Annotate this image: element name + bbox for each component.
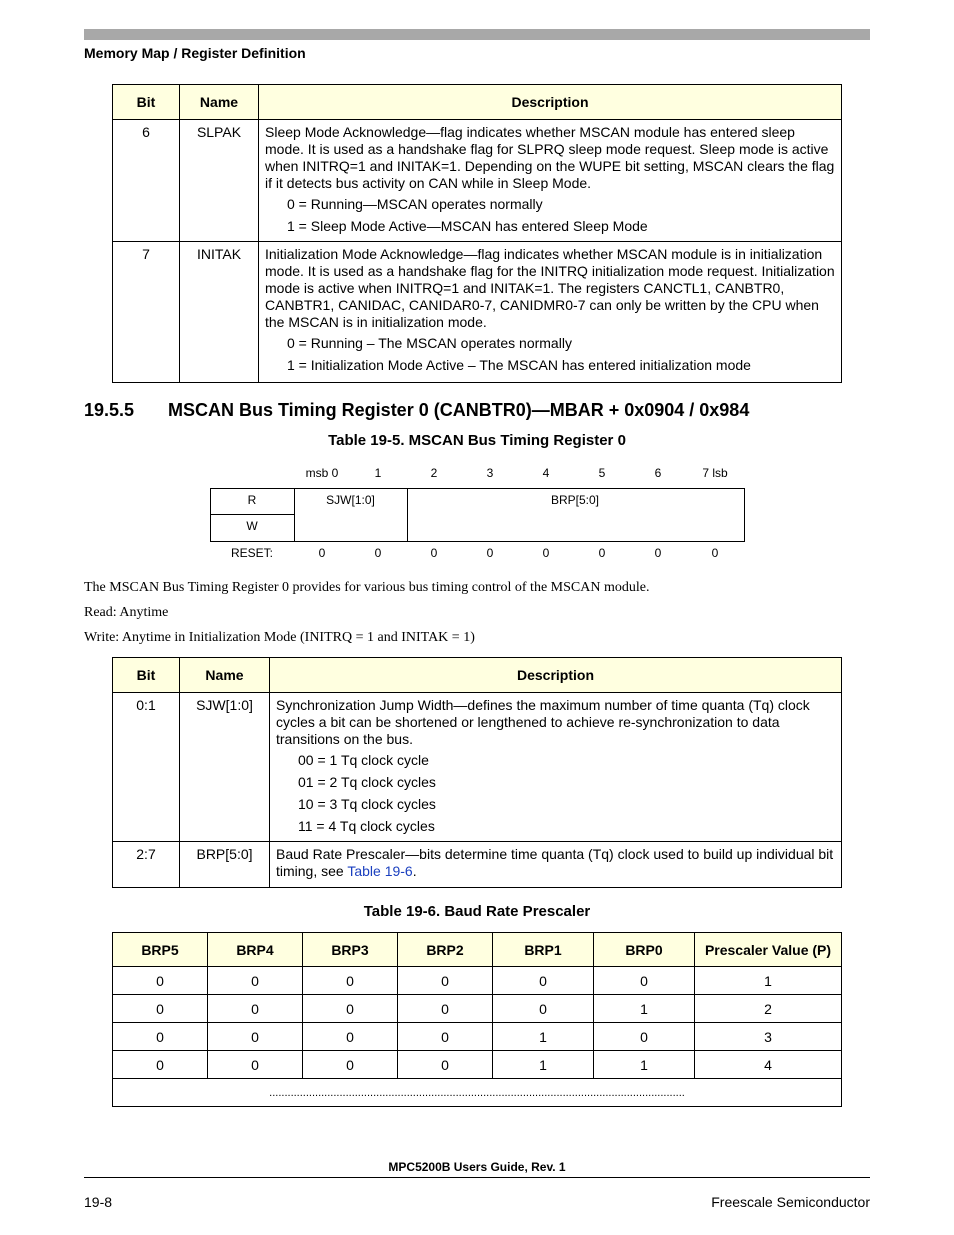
- table-row: [113, 120, 842, 242]
- cell: 0: [398, 1051, 493, 1079]
- description-text: .: [412, 863, 417, 879]
- table-row: [113, 693, 842, 842]
- cell: 0: [398, 967, 493, 995]
- cell: 0: [113, 1051, 208, 1079]
- cell: 0: [208, 1051, 303, 1079]
- table-row: [113, 995, 842, 1023]
- cell: 1: [493, 1023, 594, 1051]
- col-bit-header: Bit: [113, 85, 180, 120]
- table-row: [113, 1023, 842, 1051]
- value-line: 01 = 2 Tq clock cycles: [298, 774, 436, 790]
- value-line: 0 = Running – The MSCAN operates normally: [287, 335, 572, 351]
- rw-divider: [210, 514, 294, 515]
- reset-value: 0: [598, 546, 606, 560]
- reset-value: 0: [486, 546, 494, 560]
- bit-cell: 0:1: [113, 693, 180, 842]
- table-row: [113, 842, 842, 888]
- description-cell: [259, 120, 842, 242]
- value-line: 00 = 1 Tq clock cycle: [298, 752, 429, 768]
- footer-rule: [84, 1177, 870, 1178]
- cell: 0: [208, 967, 303, 995]
- cell: 0: [113, 995, 208, 1023]
- bit-label: 4: [542, 466, 550, 480]
- cell: 1: [594, 1051, 695, 1079]
- value-line: 1 = Initialization Mode Active – The MSCAN has entered initialization mode: [287, 357, 751, 373]
- bit-label: 6: [654, 466, 662, 480]
- reset-label: RESET:: [230, 546, 273, 560]
- col-header: Prescaler Value (P): [695, 933, 842, 967]
- company-name: Freescale Semiconductor: [711, 1194, 870, 1210]
- name-cell: SJW[1:0]: [180, 693, 270, 842]
- reset-value: 0: [654, 546, 662, 560]
- description-text: Baud Rate Prescaler—bits determine time quanta (Tq) clock used to build up individual bit timing, see: [276, 846, 834, 879]
- sjw-field: SJW[1:0]: [326, 493, 375, 507]
- cell: 0: [398, 1023, 493, 1051]
- description-cell: [270, 693, 842, 842]
- name-cell: INITAK: [180, 242, 259, 383]
- header-rule: [84, 29, 870, 40]
- bit-label: 7 lsb: [702, 466, 728, 480]
- running-head: Memory Map / Register Definition: [84, 45, 306, 61]
- name-cell: SLPAK: [180, 120, 259, 242]
- description-text: Synchronization Jump Width—defines the maximum number of time quanta (Tq) clock cycles a bit can be shortened or lengthened to achieve re-synchronization to data transitions on the bus.: [276, 697, 810, 747]
- register-caption: Table 19-5. MSCAN Bus Timing Register 0: [328, 432, 626, 449]
- reset-value: 0: [542, 546, 550, 560]
- bit-cell: 2:7: [113, 842, 180, 888]
- cell: 1: [493, 1051, 594, 1079]
- reset-value: 0: [711, 546, 719, 560]
- bit-cell: 6: [113, 120, 180, 242]
- bit-label: 1: [374, 466, 382, 480]
- cell: 2: [695, 995, 842, 1023]
- col-header: BRP3: [303, 933, 398, 967]
- table-19-6-link[interactable]: Table 19-6: [347, 863, 413, 879]
- cell: 0: [303, 967, 398, 995]
- description-text: Initialization Mode Acknowledge—flag indicates whether MSCAN module is in initialization mode. It is used as a handshake flag for the INITRQ initialization mode request. Initialization mode is active when INITRQ=1 and INITAK=1. The registers CANCTL1, CANBTR0, CANBTR1, CANIDAC, CANIDAR0-7, CANIDMR0-7 can only be written by the CPU when the MSCAN is in initialization mode.: [265, 246, 835, 330]
- bit-label: 2: [430, 466, 438, 480]
- section-title: MSCAN Bus Timing Register 0 (CANBTR0)—MBAR + 0x0904 / 0x984: [168, 400, 750, 420]
- table-row: [113, 1051, 842, 1079]
- read-label: R: [247, 493, 257, 507]
- cell: 0: [594, 1023, 695, 1051]
- reset-value: 0: [374, 546, 382, 560]
- col-header: BRP0: [594, 933, 695, 967]
- cell: 0: [113, 1023, 208, 1051]
- cell: 0: [493, 995, 594, 1023]
- cell: 1: [695, 967, 842, 995]
- bit-description-table-2: [112, 657, 842, 888]
- reset-value: 0: [430, 546, 438, 560]
- description-cell: [259, 242, 842, 383]
- footer-title: MPC5200B Users Guide, Rev. 1: [388, 1160, 566, 1174]
- bit-label: 3: [486, 466, 494, 480]
- cell: 0: [493, 967, 594, 995]
- table-row: [113, 242, 842, 383]
- col-description-header: Description: [270, 658, 842, 693]
- ellipsis-cell: ........................................................................................................................................: [113, 1079, 842, 1107]
- brp-field: BRP[5:0]: [550, 493, 600, 507]
- baud-rate-prescaler-table: [112, 932, 842, 1107]
- cell: 0: [208, 995, 303, 1023]
- name-cell: BRP[5:0]: [180, 842, 270, 888]
- body-paragraph: Write: Anytime in Initialization Mode (INITRQ = 1 and INITAK = 1): [84, 630, 475, 645]
- col-bit-header: Bit: [113, 658, 180, 693]
- section-heading: [84, 400, 749, 421]
- col-header: BRP1: [493, 933, 594, 967]
- cell: 0: [208, 1023, 303, 1051]
- page-number: 19-8: [84, 1194, 113, 1210]
- col-name-header: Name: [180, 658, 270, 693]
- bit-cell: 7: [113, 242, 180, 383]
- value-line: 11 = 4 Tq clock cycles: [298, 818, 435, 834]
- value-line: 10 = 3 Tq clock cycles: [298, 796, 436, 812]
- value-line: 1 = Sleep Mode Active—MSCAN has entered Sleep Mode: [287, 218, 648, 234]
- table-row: [113, 967, 842, 995]
- value-line: 0 = Running—MSCAN operates normally: [287, 196, 543, 212]
- col-header: BRP4: [208, 933, 303, 967]
- cell: 0: [113, 967, 208, 995]
- cell: 1: [594, 995, 695, 1023]
- prescaler-caption: Table 19-6. Baud Rate Prescaler: [363, 903, 591, 920]
- section-number: 19.5.5: [84, 400, 135, 420]
- description-text: Sleep Mode Acknowledge—flag indicates whether MSCAN module has entered sleep mode. It is used as a handshake flag for SLPRQ sleep mode request. Sleep mode is active when INITRQ=1 and INITAK=1. Depending on the WUPE bit setting, MSCAN clears the flag if it detects bus activity on CAN while in Sleep Mode.: [265, 124, 835, 191]
- bit-label: msb 0: [305, 466, 339, 480]
- body-paragraph: Read: Anytime: [84, 605, 169, 620]
- bit-description-table-1: [112, 84, 842, 383]
- cell: 0: [303, 1051, 398, 1079]
- bit-label: 5: [598, 466, 606, 480]
- col-description-header: Description: [259, 85, 842, 120]
- cell: 0: [594, 967, 695, 995]
- cell: 4: [695, 1051, 842, 1079]
- col-header: BRP2: [398, 933, 493, 967]
- cell: 0: [398, 995, 493, 1023]
- table-row: [113, 1079, 842, 1107]
- write-label: W: [246, 519, 258, 533]
- col-name-header: Name: [180, 85, 259, 120]
- body-paragraph: The MSCAN Bus Timing Register 0 provides for various bus timing control of the MSCAN module.: [84, 580, 650, 595]
- cell: 0: [303, 995, 398, 1023]
- description-cell: [270, 842, 842, 888]
- col-header: BRP5: [113, 933, 208, 967]
- cell: 3: [695, 1023, 842, 1051]
- reset-value: 0: [318, 546, 326, 560]
- cell: 0: [303, 1023, 398, 1051]
